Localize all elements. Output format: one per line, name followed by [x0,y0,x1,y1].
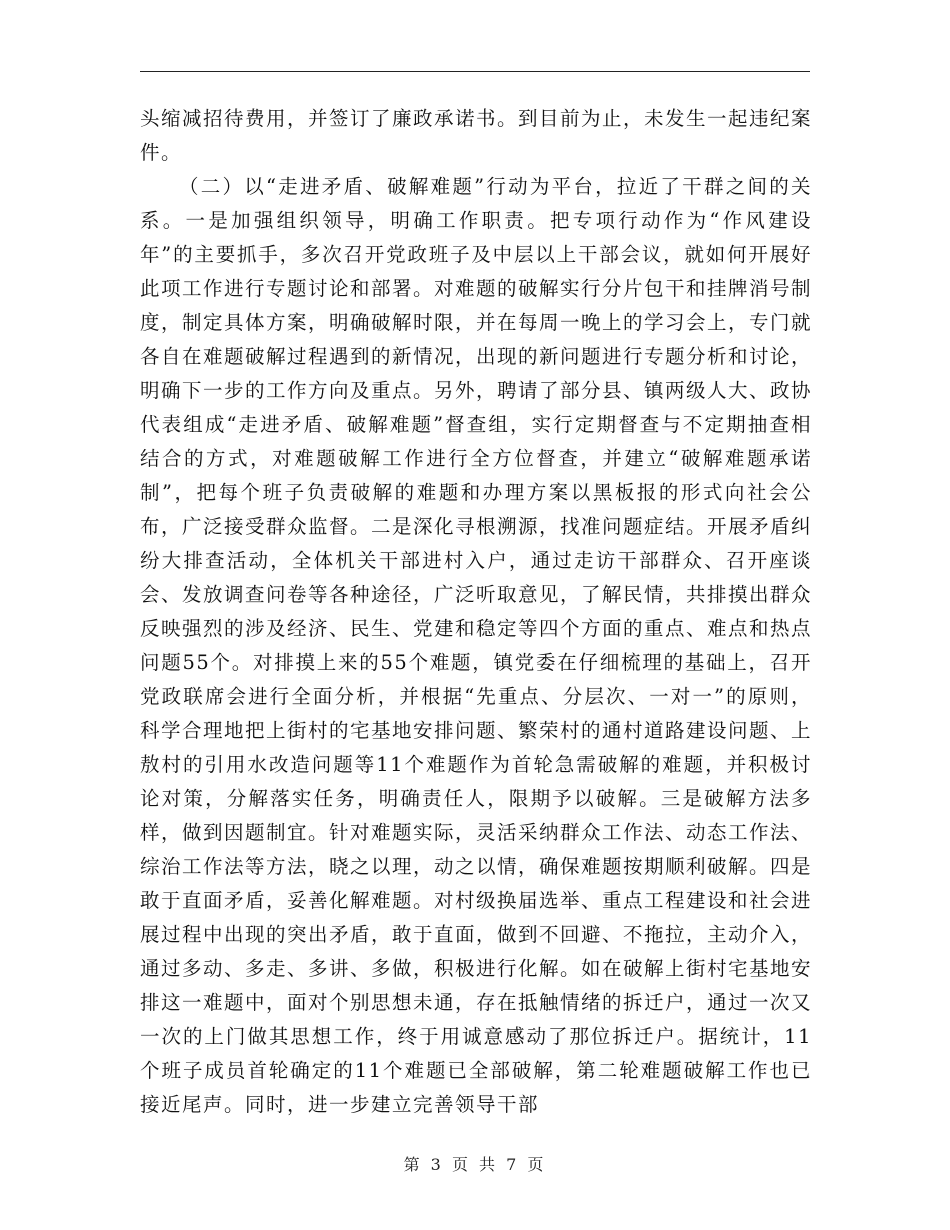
header-rule [140,71,810,72]
paragraph-continued: 头缩减招待费用，并签订了廉政承诺书。到目前为止，未发生一起违纪案件。 [140,107,813,164]
paragraph-section-two: （二）以“走进矛盾、破解难题”行动为平台，拉近了干群之间的关系。一是加强组织领导，明确工作职责。把专项行动作为“作风建设年”的主要抓手，多次召开党政班子及中层以上干部会议，就如何开展好此项工作进行专题讨论和部署。对难题的破解实行分片包干和挂牌消号制度，制定具体方案，明确破解时限，并在每周一晚上的学习会上，专门就各自在难题破解过程遇到的新情况，出现的新问题进行专题分析和讨论，明确下一步的工作方向及重点。另外，聘请了部分县、镇两级人大、政协代表组成“走进矛盾、破解难题”督查组，实行定期督查与不定期抽查相结合的方式，对难题破解工作进行全方位督查，并建立“破解难题承诺制”，把每个班子负责破解的难题和办理方案以黑板报的形式向社会公布，广泛接受群众监督。二是深化寻根溯源，找准问题症结。开展矛盾纠纷大排查活动，全体机关干部进村入户，通过走访干部群众、召开座谈会、发放调查问卷等各种途径，广泛听取意见，了解民情，共排摸出群众反映强烈的涉及经济、民生、党建和稳定等四个方面的重点、难点和热点问题55个。对排摸上来的55个难题，镇党委在仔细梳理的基础上，召开党政联席会进行全面分析，并根据“先重点、分层次、一对一”的原则，科学合理地把上街村的宅基地安排问题、繁荣村的通村道路建设问题、上敖村的引用水改造问题等11个难题作为首轮急需破解的难题，并积极讨论对策，分解落实任务，明确责任人，限期予以破解。三是破解方法多样，做到因题制宜。针对难题实际，灵活采纳群众工作法、动态工作法、综治工作法等方法，晓之以理，动之以情，确保难题按期顺利破解。四是敢于直面矛盾，妥善化解难题。对村级换届选举、重点工程建设和社会进展过程中出现的突出矛盾，敢于直面，做到不回避、不拖拉，主动介入，通过多动、多走、多讲、多做，积极进行化解。如在破解上街村宅基地安排这一难题中，面对个别思想未通，存在抵触情绪的拆迁户，通过一次又一次的上门做其思想工作，终于用诚意感动了那位拆迁户。据统计，11个班子成员首轮确定的11个难题已全部破解，第二轮难题破解工作也已接近尾声。同时，进一步建立完善领导干部 [140,175,813,1116]
page-number: 第 3 页 共 7 页 [403,1155,547,1174]
document-body [140,102,812,1122]
